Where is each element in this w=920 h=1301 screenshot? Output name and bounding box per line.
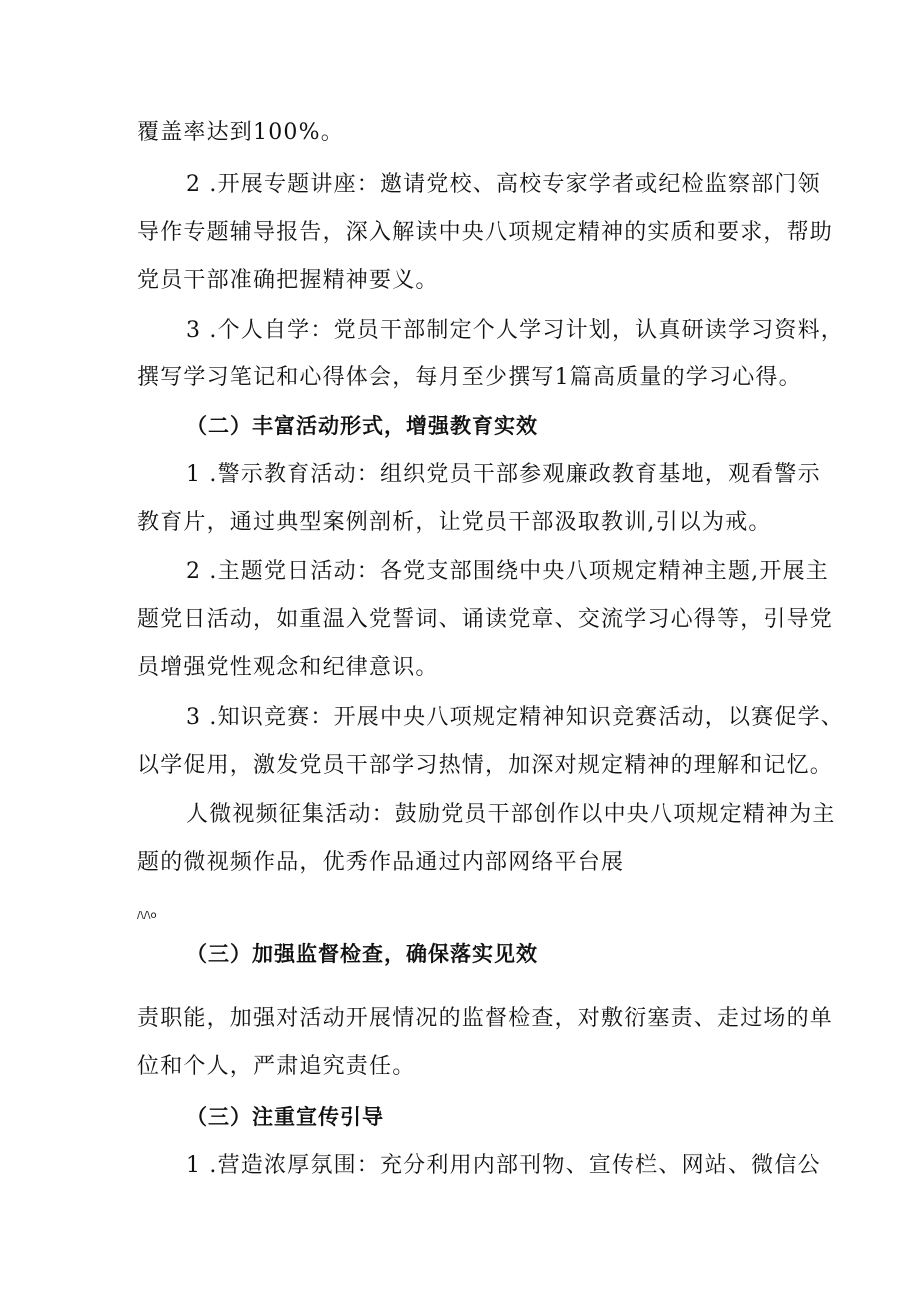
paragraph-line: 导作专题辅导报告，深入解读中央八项规定精神的实质和要求，帮助 xyxy=(137,220,834,245)
paragraph-line: 题的微视频作品，优秀作品通过内部网络平台展 xyxy=(137,850,625,875)
stray-mark: /\/\o xyxy=(137,910,157,921)
paragraph-line: 人微视频征集活动：鼓励党员干部创作以中央八项规定精神为主 xyxy=(186,802,836,827)
paragraph-line: 2 .主题党日活动：各党支部围绕中央八项规定精神主题,开展主 xyxy=(186,559,829,584)
paragraph-line: 1 .警示教育活动：组织党员干部参观廉政教育基地，观看警示 xyxy=(186,462,821,487)
paragraph-line: 党员干部准确把握精神要义。 xyxy=(137,268,439,293)
paragraph-line: 题党日活动，如重温入党誓词、诵读党章、交流学习心得等，引导党 xyxy=(137,607,834,632)
section-heading: （二）丰富活动形式，增强教育实效 xyxy=(186,414,538,438)
paragraph-line: 2 .开展专题讲座：邀请党校、高校专家学者或纪检监察部门领 xyxy=(186,172,821,197)
paragraph-line: 位和个人，严肃追究责任。 xyxy=(137,1054,416,1079)
paragraph-line: 覆盖率达到100%。 xyxy=(137,120,344,145)
paragraph-line: 1 .营造浓厚氛围：充分利用内部刊物、宣传栏、网站、微信公 xyxy=(186,1153,821,1178)
paragraph-line: 员增强党性观念和纪律意识。 xyxy=(137,655,439,680)
paragraph-line: 3 .个人自学：党员干部制定个人学习计划，认真研读学习资料， xyxy=(186,318,844,343)
paragraph-line: 3 .知识竞赛：开展中央八项规定精神知识竞赛活动，以赛促学、 xyxy=(186,705,844,730)
section-heading: （三）加强监督检查，确保落实见效 xyxy=(186,942,538,966)
section-heading: （三）注重宣传引导 xyxy=(186,1105,384,1129)
paragraph-line: 责职能，加强对活动开展情况的监督检查，对敷衍塞责、走过场的单 xyxy=(137,1006,834,1031)
paragraph-line: 撰写学习笔记和心得体会，每月至少撰写1篇高质量的学习心得。 xyxy=(137,365,802,390)
paragraph-line: 教育片，通过典型案例剖析，让党员干部汲取教训,引以为戒。 xyxy=(137,510,772,535)
paragraph-line: 以学促用，激发党员干部学习热情，加深对规定精神的理解和记忆。 xyxy=(137,753,834,778)
